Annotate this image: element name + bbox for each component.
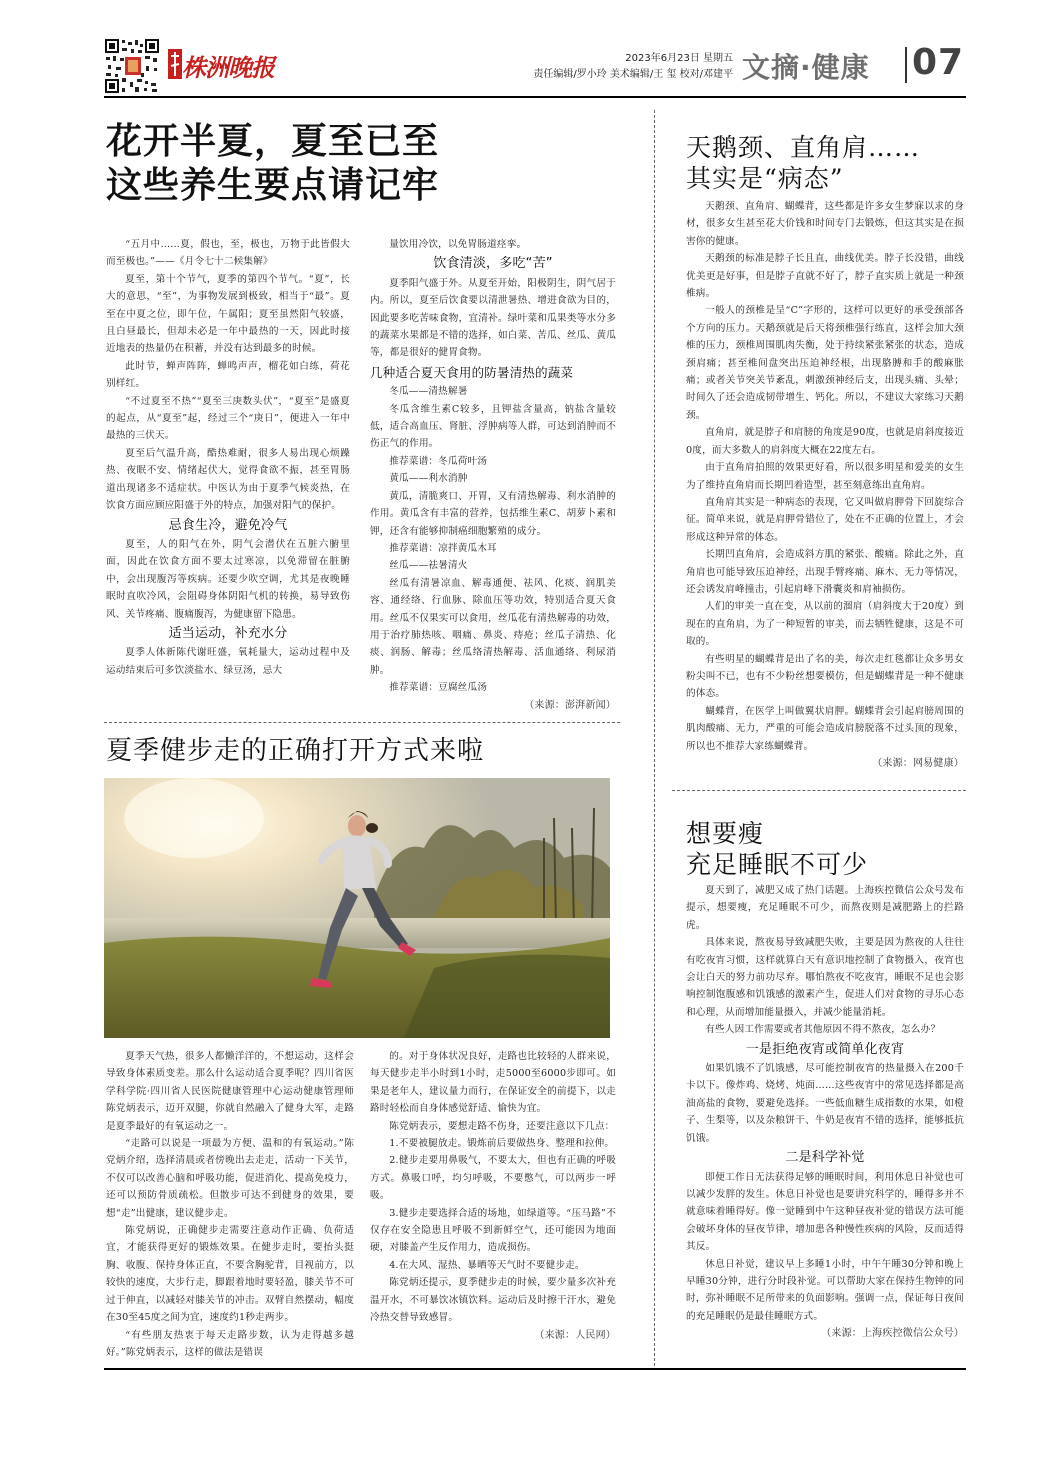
- subheading: 几种适合夏天食用的防暑清热的蔬菜: [370, 364, 574, 380]
- subheading: 忌食生冷，避免冷气: [168, 517, 288, 533]
- source-credit: （来源：上海疾控微信公众号）: [821, 1328, 964, 1340]
- article3-body: [686, 198, 964, 772]
- paragraph: 此时节，蝉声阵阵，蝉鸣声声，榴花如白练，荷花别样红。: [106, 360, 350, 390]
- paragraph: 夏季天气热，很多人都懒洋洋的，不想运动，这样会导致身体素质变差。那么什么运动适合夏季呢？四川省医学科学院·四川省人民医院健康管理中心运动健康管理师陈党炳表示，迈开双腿，你就自然融入了健身大军，走路是夏季最好的有氧运动之一。: [106, 1051, 354, 1132]
- paragraph: “五月中……夏，假也，至，极也，万物于此皆假大而至极也。”——《月令七十二候集解》: [106, 239, 350, 268]
- article1-title-line1: 花开半夏，夏至已至: [106, 121, 440, 162]
- divider: [672, 790, 966, 791]
- paragraph: 冬瓜含维生素C较多，且钾盐含量高，钠盐含量较低，适合高血压、肾脏、浮肿病等人群，可达到消肿而不伤正气的作用。: [370, 403, 616, 450]
- date-line: 2023年6月23日 星期五: [625, 53, 733, 64]
- paragraph: 黄瓜——利水消肿: [389, 473, 468, 485]
- paragraph: 3.健步走要选择合适的场地，如绿道等。“压马路”不仅存在安全隐患且呼吸不到新鲜空气，还可能因为地面硬，对膝盖产生反作用力，造成损伤。: [370, 1207, 616, 1254]
- subheading: 适当运动，补充水分: [168, 625, 288, 641]
- paragraph: 蝴蝶背，在医学上叫做翼状肩胛。蝴蝶背会引起肩膀周围的肌肉酸痛、无力，严重的可能会造成肩膀脱落不过头顶的现象，所以也不推荐大家练蝴蝶背。: [686, 705, 964, 752]
- article1-column2: [370, 236, 616, 714]
- article1-title: [106, 120, 626, 208]
- paragraph: 直角肩其实是一种病态的表现，它又叫做肩胛骨下回旋综合征。简单来说，就是肩胛骨错位了，处在不正确的位置上，才会形成这种异常的体态。: [686, 496, 964, 543]
- paragraph: 陈党炳表示，要想走路不伤身，还要注意以下几点：: [389, 1120, 615, 1132]
- article1-title-line2: 这些养生要点请记牢: [106, 165, 440, 206]
- subheading: 饮食清淡，多吃“苦”: [433, 256, 553, 272]
- paragraph: 长期凹直角肩，会造成斜方肌的紧张、酸痛。除此之外，直角肩也可能导致压迫神经，出现手臂疼痛、麻木、无力等情况，还会诱发肩峰撞击，引起肩峰下滑囊炎和肩袖损伤。: [686, 549, 964, 595]
- article2-title: 夏季健步走的正确打开方式来啦: [106, 736, 485, 766]
- divider: [104, 722, 620, 723]
- paragraph: “走路可以说是一项最为方便、温和的有氧运动。”陈党炳介绍，选择清晨或者傍晚出去走走，活动一下关节，不仅可以改善心脑和呼吸功能，促进消化、提高免疫力，还可以预防骨质疏松。但散步可达不到健身的效果，要想“走”出健康，建议健步走。: [106, 1138, 354, 1219]
- article4-body: [686, 882, 964, 1343]
- paragraph: 1.不要被腿放走。锻炼前后要做热身、整理和拉伸。: [389, 1138, 615, 1150]
- article3-title: [686, 132, 962, 194]
- source-credit: （来源：网易健康）: [872, 758, 964, 769]
- paragraph: 即便工作日无法获得足够的睡眠时间，利用休息日补觉也可以减少发胖的发生。休息日补觉也是要讲究科学的，睡得多并不就意味着睡得好。像一觉睡到中午这种昼夜补觉的错误方法可能会破坏身体的昼夜节律，增加患各种慢性疾病的风险，反而适得其反。: [686, 1171, 964, 1253]
- paragraph: 4.在大风、湿热、暴晒等天气时不要健步走。: [389, 1259, 585, 1271]
- article4-title: [686, 818, 962, 880]
- qr-code: [104, 38, 160, 94]
- paragraph: 夏季人体新陈代谢旺盛，氧耗量大，运动过程中及运动结束后可多饮淡盐水、绿豆汤，忌大: [106, 647, 350, 676]
- paragraph: 夏季阳气盛于外。从夏至开始，阳极阴生，阴气居于内。所以，夏至后饮食要以清泄暑热、增进食欲为目的，因此要多吃苦味食物，宜清补。绿叶菜和瓜果类等水分多的蔬菜水果都是不错的选择，如白菜、苦瓜、丝瓜、黄瓜等，都是很好的健胃食物。: [370, 277, 616, 359]
- paragraph: 的。对于身体状况良好，走路也比较轻的人群来说，每天健步走半小时到1小时，走5000至6000步即可。如果是老年人，建议量力而行，在保证安全的前提下，以走路时轻松而自身体感觉舒适、愉快为宜。: [370, 1051, 616, 1115]
- source-credit: （来源：人民网）: [534, 1329, 616, 1341]
- paragraph: 丝瓜有清暑凉血、解毒通便、祛风、化痰、润肌美容、通经络、行血脉、除血压等功效，特别适合夏天食用。丝瓜不仅果实可以食用，丝瓜花有清热解毒的功效，用于治疗肺热咳、咽痛、鼻炎、痔疮；丝瓜子清热、化痰、润肠、解毒；丝瓜络清热解毒、活血通络、利尿消肿。: [370, 577, 616, 676]
- paragraph: 丝瓜——祛暑清火: [389, 560, 468, 572]
- paragraph: 推荐菜谱：豆腐丝瓜汤: [389, 682, 488, 694]
- article3-title-line1: 天鹅颈、直角肩……: [686, 133, 921, 162]
- column-divider: [654, 110, 655, 1366]
- editor-line: 责任编辑/罗小玲 美术编辑/王 玺 校对/邓建平: [533, 69, 733, 80]
- paragraph: 人们的审美一直在变，从以前的溜肩（肩斜度大于20度）到现在的直角肩，为了一种短暂的审美，而去牺牲健康，这是不可取的。: [686, 601, 964, 648]
- paragraph: 陈党炳说，正确健步走需要注意动作正确、负荷适宜，才能获得更好的锻炼效果。在健步走时，要抬头挺胸、收腹、保持身体正直，不要含胸驼背，目视前方，以较快的速度，大步行走，脚跟着地时要轻盈，膝关节不可过于伸直，以减轻对膝关节的冲击。双臂自然摆动，幅度在30至45度之间为宜，速度约1秒走两步。: [106, 1225, 354, 1324]
- page-number: 07: [912, 42, 965, 83]
- subheading: 一是拒绝夜宵或简单化夜宵: [745, 1041, 905, 1057]
- logo-text: 株洲晚报: [182, 53, 274, 82]
- paragraph: 由于直角肩拍照的效果更好看，所以很多明星和爱美的女生为了维持直角肩而长期凹着造型，甚至刻意练出直角肩。: [686, 462, 964, 491]
- paragraph: 夏至，人的阳气在外，阴气会潜伏在五脏六腑里面，因此在饮食方面不要太过寒凉，以免滞留在脏腑中，会出现腹泻等疾病。还要少吹空调，尤其是夜晚睡眠时直吹冷风，会阻碍身体阴阳气机的转换，易导致伤风、关节疼痛、腹痛腹泻，为健康留下隐患。: [106, 538, 350, 620]
- paragraph: 天鹅颈、直角肩、蝴蝶背，这些都是许多女生梦寐以求的身材，很多女生甚至花大价钱和时间专门去锻炼，但这其实是在损害你的健康。: [686, 201, 964, 247]
- article1-column1: [106, 236, 350, 679]
- section-title: 文摘·健康: [742, 51, 870, 84]
- paragraph: 天鹅颈的标准是脖子长且直，曲线优美。脖子长没错，曲线优美更是好事，但是脖子直就不好了，脖子直实质上就是一种颈椎病。: [686, 253, 964, 300]
- paragraph: “有些朋友热衷于每天走路步数，认为走得越多越好。”陈党炳表示，这样的做法是错误: [106, 1329, 354, 1358]
- article4-title-line2: 充足睡眠不可少: [686, 850, 869, 879]
- subheading: 二是科学补觉: [785, 1150, 865, 1166]
- paragraph: 一般人的颈椎是呈“C”字形的，这样可以更好的承受颈部各个方向的压力。天鹅颈就是后天将颈椎强行练直，这样会加大颈椎的压力，颈椎周围肌肉失衡，处于持续紧张紧张的状态，造成颈肩痛；甚至椎间盘突出压迫神经根，出现胳膊和手的酸麻胀痛；或者关节突关节紊乱，刺激颈神经后支，出现头痛、头晕；时间久了还会造成韧带增生、钙化。所以，不建议大家练习天鹅颈。: [686, 305, 964, 421]
- paragraph: 直角肩，就是脖子和肩膀的角度是90度，也就是肩斜度接近0度，而大多数人的肩斜度大概在22度左右。: [686, 427, 964, 456]
- paragraph: 量饮用冷饮，以免胃肠道痉挛。: [389, 239, 527, 250]
- paragraph: 有些明星的蝴蝶背是出了名的美，每次走红毯都让众多男女粉尖叫不已，也有不少粉丝想要模仿，但是蝴蝶背是一种不健康的体态。: [686, 653, 964, 700]
- paragraph: 具体来说，熬夜易导致减肥失败，主要是因为熬夜的人往往有吃夜宵习惯，这样就算白天有意识地控制了食物摄入，夜宵也会让白天的努力前功尽弃。哪怕熬夜不吃夜宵，睡眠不足也会影响控制饱腹感和饥饿感的激素产生，促进人们对食物的寻乐心态和心理，从而增加能量摄入，并减少能量消耗。: [686, 937, 964, 1018]
- paragraph: 夏至，第十个节气，夏季的第四个节气。“夏”，长大的意思，“至”，为事物发展到极致，相当于“最”。夏至在中夏之位，即午位，午属阳；夏至虽然阳气较盛，且白昼最长，但却未必是一年中最热的一天，因此时接近地表的热量仍在积蓄，并没有达到最多的时候。: [106, 273, 350, 355]
- paragraph: 夏至后气温升高，酷热难耐，很多人易出现心烦躁热、夜眠不安、情绪起伏大，觉得食欲不振，甚至胃肠道出现诸多不适症状。中医认为由于夏季气候炎热，在饮食方面应顾应阳盛于外的特点，加强对阳气的保护。: [106, 447, 350, 512]
- newspaper-logo: [168, 46, 280, 82]
- paragraph: “不过夏至不热”“夏至三庚数头伏”，“夏至”是盛夏的起点，从“夏至”起，经过三个“庚日”，便进入一年中最热的三伏天。: [106, 395, 350, 442]
- paragraph: 推荐菜谱：凉拌黄瓜木耳: [389, 542, 497, 554]
- paragraph: 黄瓜，清脆爽口、开胃，又有清热解毒、利水消肿的作用。黄瓜含有丰富的营养，包括维生素C、胡萝卜素和钾，还含有能够抑制癌细胞繁殖的成分。: [370, 490, 616, 537]
- paragraph: 陈党炳还提示，夏季健步走的时候，要少量多次补充温开水，不可暴饮冰镇饮料。运动后及时擦干汗水，避免冷热交替导致感冒。: [370, 1277, 616, 1324]
- paragraph: 2.健步走要用鼻吸气，不要太大，但也有正确的呼吸方式。鼻吸口呼，均匀呼吸，不要憋气，可以两步一呼吸。: [370, 1155, 616, 1202]
- paragraph: 冬瓜——清热解暑: [389, 386, 468, 398]
- paragraph: 休息日补觉，建议早上多睡1小时，中午午睡30分钟和晚上早睡30分钟，进行分时段补觉。可以帮助大家在保持生物钟的同时，弥补睡眠不足所带来的负面影响。强调一点，保证每日夜间的充足睡眠仍是最佳睡眠方式。: [686, 1258, 964, 1322]
- article4-title-line1: 想要瘦: [686, 819, 765, 848]
- footer-rule: [104, 1368, 966, 1370]
- header-rule: [104, 96, 966, 98]
- paragraph: 如果饥饿不了饥饿感，尽可能控制夜宵的热量摄入在200千卡以下。像炸鸡、烧烤、炖面……这些夜宵中的常见选择都是高油高盐的食物，要避免选择。一些低血糖生成指数的水果，如橙子、生梨等，以及杂粮饼干、牛奶是夜宵不错的选择，能够抵抗饥饿。: [686, 1063, 964, 1144]
- source-credit: （来源：澎湃新闻）: [524, 699, 616, 711]
- paragraph: 有些人因工作需要或者其他原因不得不熬夜，怎么办？: [705, 1024, 941, 1036]
- article2-column1: [106, 1048, 354, 1361]
- section-divider: [905, 47, 907, 83]
- article2-column2: [370, 1048, 616, 1344]
- paragraph: 推荐菜谱：冬瓜荷叶汤: [389, 455, 488, 467]
- runner-photo: [104, 778, 610, 1038]
- paragraph: 夏天到了，减肥又成了热门话题。上海疾控微信公众号发布提示，想要瘦，充足睡眠不可少，而熬夜则是减肥路上的拦路虎。: [686, 885, 964, 931]
- article3-title-line2: 其实是“病态”: [686, 164, 844, 193]
